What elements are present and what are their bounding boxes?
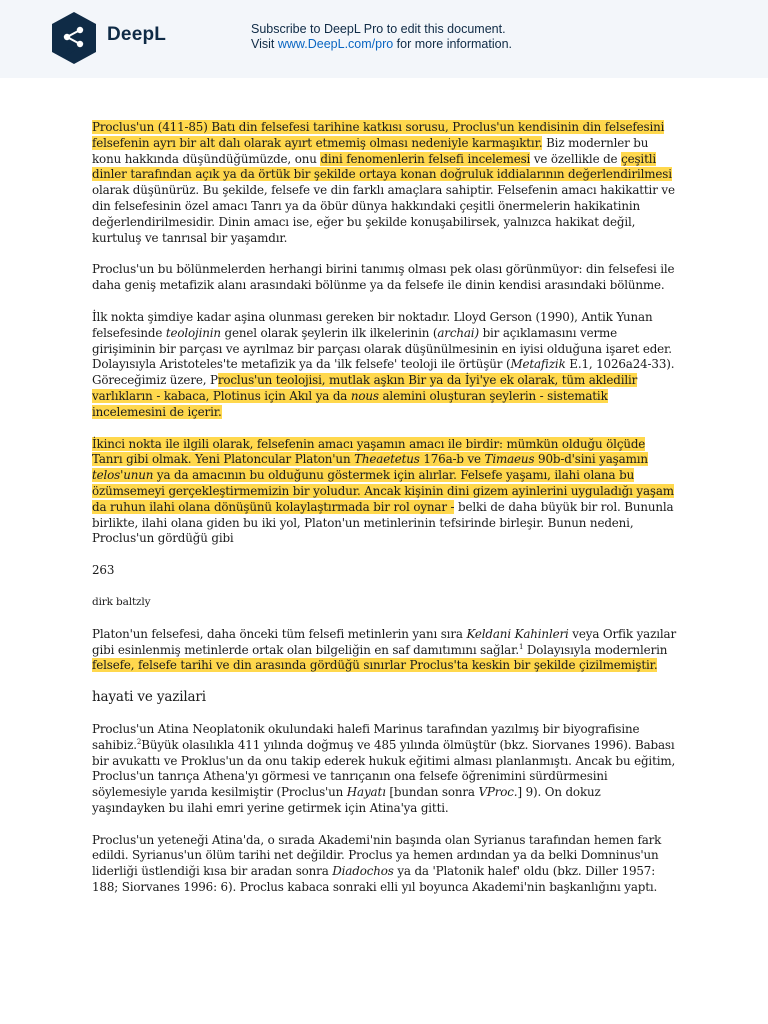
italic-term: Metafizik [510,357,566,372]
document-body [92,120,676,912]
highlight-italic: Timaeus [484,452,535,467]
italic-term: archai) [437,325,479,340]
italic-term: Hayatı [346,785,386,800]
text-run: ya da 'Platonik halef' oldu (bkz. Diller 1957: 188; Siorvanes 1996: 6). Proclus kabaca sonraki elli yıl boyunca Akademi'nin başkanlığını yaptı. [92,864,658,895]
footnote-ref[interactable]: 2 [136,737,142,746]
paragraph-2: Proclus'un bu bölünmelerden herhangi birini tanımış olması pek olası görünmüyor: din felsefesi ile daha geniş metafizik alanı arasındaki bölünme ya da felsefe ile dinin kendisi arasındaki bölünme. [92,262,675,293]
text-run: Dolayısıyla modernlerin [523,642,668,657]
text-run: Büyük olasılıkla 411 yılında doğmuş ve 485 yılında ölmüştür (bkz. Siorvanes 1996). Babası bir avukattı ve Proklus'un da onu takip ederek hukuk eğitimi alması planlanmıştı. Ancak bu eğitim, Proclus'un tanrıça Athena'yı görmesi ve tanrıçanın ona felsefe öğrenimini sürdürmesini söylemesiyle yarıda kesilmiştir (Proclus'un [92,737,676,800]
italic-term: Diadochos [332,864,394,879]
text-run: genel olarak şeylerin ilk ilkelerinin ( [220,325,438,340]
deepl-banner [0,0,768,78]
highlight-italic: Theaetetus [354,452,420,467]
text-run: İlk nokta şimdiye kadar aşina olunması gereken bir noktadır. Lloyd Gerson (1990), Antik Yunan felsefesinde [92,309,653,340]
visit-line [251,37,512,52]
text-run: [bundan sonra [385,785,479,800]
paragraph-6 [92,722,676,817]
info-suffix: for more information. [393,37,512,51]
italic-term: teolojinin [165,325,221,340]
paragraph-5 [92,627,676,674]
highlight: alemini oluşturan şeylerin - sistematik incelemesini de içerir. [92,388,608,419]
text-run: Platon'un felsefesi, daha önceki tüm felsefi metinlerin yanı sıra [92,626,467,641]
text-run: Biz modernler bu konu hakkında düşündüğümüzde, onu [92,135,649,166]
highlight-italic: nous [350,388,379,403]
deepl-brand-name: DeepL [107,24,167,45]
deepl-logo-icon[interactable] [48,10,100,66]
deepl-pro-link[interactable]: www.DeepL.com/pro [277,37,394,51]
highlight: çeşitli dinler tarafından açık ya da örtük bir şekilde ortaya konan doğruluk iddialarının değerlendirilmesi [92,151,672,182]
text-run: ] 9). On dokuz yaşındayken bu ilahi emri yerine getirmek için Atina'ya gitti. [92,785,601,815]
highlight: 176a-b ve [419,452,485,467]
subscribe-message [251,22,512,52]
visit-label: Visit [251,37,278,51]
highlight: dini fenomenlerin felsefi incelemesi [320,151,531,166]
text-run: E.1, 1026a24-33). Göreceğimiz üzere, P [92,357,675,388]
text-run: veya Orfik yazılar gibi esinlenmiş metinlerde ortak olan bilgeliğin en saf damıtımını sağlar. [92,626,677,657]
highlight: roclus'un teolojisi, mutlak aşkın Bir ya da İyi'ye ek olarak, tüm akledilir varlıkların - kabaca, Plotinus için Akıl ya da [92,373,638,403]
page-number: 263 [92,563,115,578]
text-run: bir açıklamasını verme girişiminin bir parçası ve ayrılmaz bir parçası olarak düşünülmesinin en iyisi olduğuna işaret eder. Dolayısıyla Aristoteles'te metafizik ya da 'ilk felsefe' teoloji ile örtüşür ( [92,325,672,372]
paragraph-7 [92,833,676,896]
highlight: 90b-d'sini yaşamın [534,452,648,467]
italic-term: VProc. [478,785,518,800]
text-run: belki de daha büyük bir rol. Bununla birlikte, ilahi olana giden bu iki yol, Platon'un metinlerinin tefsirinde birleşir. Bunun nedeni, Proclus'un gördüğü gibi [92,499,674,546]
paragraph-1 [92,120,676,246]
running-author: dirk baltzly [92,595,151,608]
text-run: Proclus'un yeteneği Atina'da, o sırada Akademi'nin başında olan Syrianus tarafından hemen fark edildi. Syrianus'un ölüm tarihi net değildir. Proclus ya hemen ardından ya da belki Domninus'un liderliği üstlendiği kısa bir aradan sonra [92,832,662,879]
text-run: Proclus'un Atina Neoplatonik okulundaki halefi Marinus tarafından yazılmış bir biyografisine sahibiz. [92,721,640,752]
section-heading: hayati ve yazilari [92,689,206,706]
highlight: İkinci nokta ile ilgili olarak, felsefenin amacı yaşamın amacı ile birdir: mümkün olduğu ölçüde Tanrı gibi olmak. Yeni Platoncular Platon'un [92,436,646,467]
italic-term: Keldani Kahinleri [466,626,569,641]
highlight: felsefe, felsefe tarihi ve din arasında gördüğü sınırlar Proclus'ta keskin bir şekilde çizilmemiştir. [92,658,658,673]
text-run: olarak düşünürüz. Bu şekilde, felsefe ve din farklı amaçlara sahiptir. Felsefenin amacı hakikattir ve din felsefesinin özel amacı Tanrı ya da öbür dünya hakkındaki çeşitli önermelerin hakikatinin değerlendirilmesidir. Dinin amacı ise, eğer bu şekilde konuşabilirsek, yalnızca hakikat değil, kurtuluş ve tanrısal bir yaşamdır. [92,183,675,245]
highlight: ya da amacının bu olduğunu göstermek için alırlar. Felsefe yaşamı, ilahi olana bu özümsemeyi gerçekleştirmemizin bir yoludur. Ancak kişinin dini gizem ayinlerini uyguladığı yaşam da ruhun ilahi olana dönüşünü kolaylaştırmada bir rol oynar - [92,468,674,514]
text-run: ve özellikle de [530,151,622,166]
highlight-italic: telos'unun [92,468,154,483]
highlight: Proclus'un (411-85) Batı din felsefesi tarihine katkısı sorusu, Proclus'un kendisinin din felsefesini felsefenin ayrı bir alt dalı olarak ayırt etmemiş olması nedeniyle karmaşıktır. [92,120,665,150]
paragraph-3 [92,310,676,421]
subscribe-line: Subscribe to DeepL Pro to edit this document. [251,22,506,36]
footnote-ref[interactable]: 1 [518,642,524,651]
paragraph-4 [92,437,676,548]
